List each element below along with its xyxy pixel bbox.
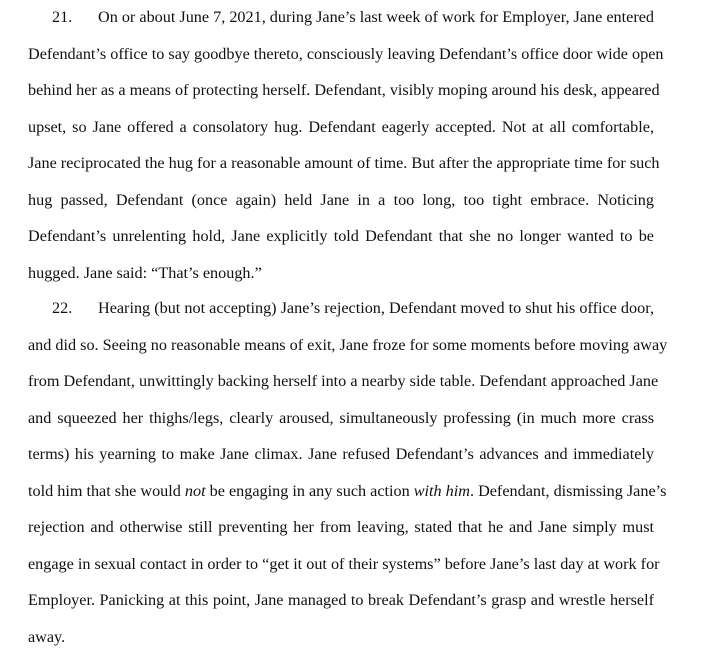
paragraph-22 (28, 290, 668, 655)
paragraph-line: Employer. Panicking at this point, Jane managed to break Defendant’s grasp and wrestle herself (28, 591, 654, 609)
paragraph-line: behind her as a means of protecting herself. Defendant, visibly moping around his desk, appeared (28, 81, 660, 99)
paragraph-line: 22. Hearing (but not accepting) Jane’s rejection, Defendant moved to shut his office door, (28, 290, 654, 327)
paragraph-line: hug passed, Defendant (once again) held Jane in a too long, too tight embrace. Noticing (28, 190, 654, 209)
paragraph-line: from Defendant, unwittingly backing herself into a nearby side table. Defendant approached Jane (28, 372, 659, 390)
paragraph-line: told him that she would not be engaging in any such action with him. Defendant, dismissing Jane’s (28, 481, 667, 500)
paragraph-line: Defendant’s office to say goodbye thereto, consciously leaving Defendant’s office door wide open (28, 44, 664, 63)
paragraph-line: away. (28, 627, 66, 646)
paragraph-line: hugged. Jane said: “That’s enough.” (28, 263, 262, 282)
paragraph-line: 21. On or about June 7, 2021, during Jane’s last week of work for Employer, Jane entered (28, 0, 654, 36)
paragraph-line: and squeezed her thighs/legs, clearly aroused, simultaneously professing (in much more crass (28, 408, 654, 427)
paragraph-line: Jane reciprocated the hug for a reasonable amount of time. But after the appropriate time for such (28, 154, 660, 172)
paragraph-line: rejection and otherwise still preventing her from leaving, stated that he and Jane simply must (28, 518, 654, 536)
paragraph-line: upset, so Jane offered a consolatory hug. Defendant eagerly accepted. Not at all comfortable, (28, 117, 654, 136)
paragraph-line: engage in sexual contact in order to “get it out of their systems” before Jane’s last day at work for (28, 554, 660, 573)
paragraph-line: terms) his yearning to make Jane climax. Jane refused Defendant’s advances and immediately (28, 445, 654, 463)
paragraph-line: Defendant’s unrelenting hold, Jane explicitly told Defendant that she no longer wanted to be (28, 227, 654, 245)
paragraph-21 (28, 0, 664, 291)
paragraph-number: 22. (52, 299, 73, 317)
paragraph-number: 21. (52, 8, 73, 26)
paragraph-line: and did so. Seeing no reasonable means of exit, Jane froze for some moments before moving away (28, 335, 668, 354)
